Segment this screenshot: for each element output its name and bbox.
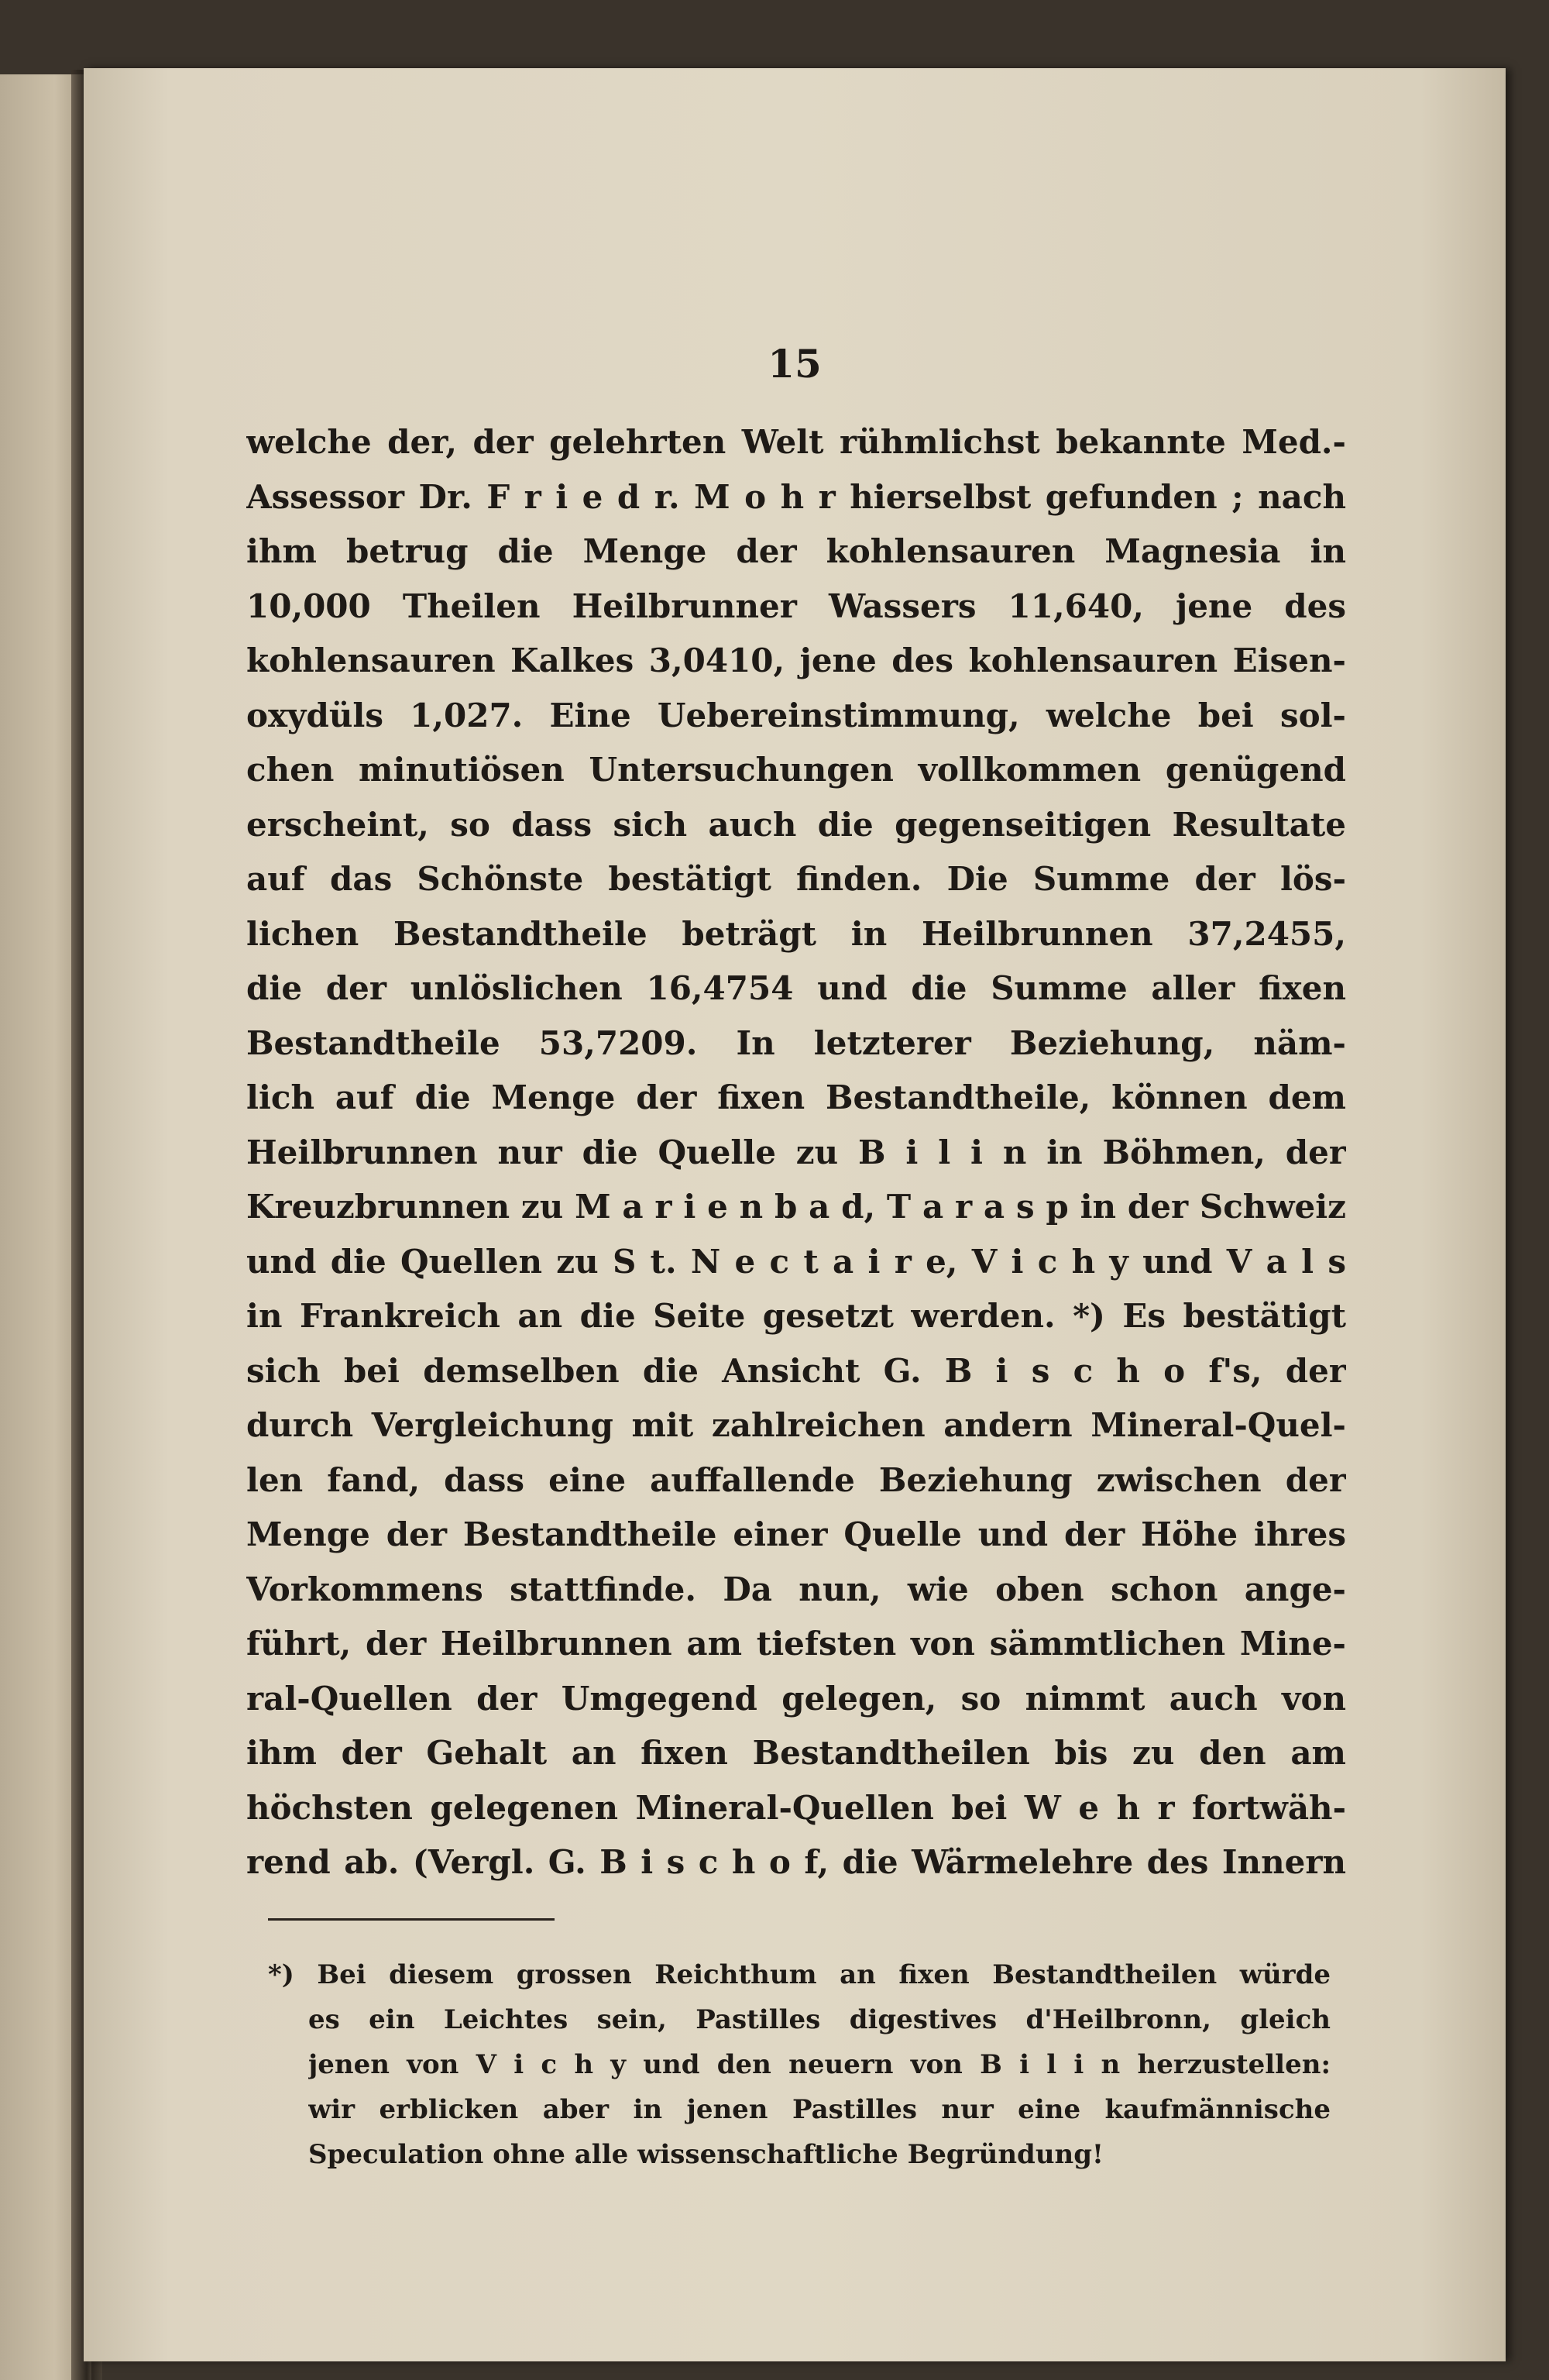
text-line: sich bei demselben die Ansicht G. B i s c h o f's, der [246,1351,1346,1390]
text-line: 10,000 Theilen Heilbrunner Wassers 11,640, jene des [246,586,1346,625]
footnote-line: Speculation ohne alle wissenschaftliche Begründung! [308,2139,1104,2170]
text-line: rend ab. (Vergl. G. B i s c h o f, die Wärmelehre des Innern [246,1843,1346,1881]
footnote-line: es ein Leichtes sein, Pastilles digestives d'Heilbronn, gleich [308,2004,1331,2035]
footnote-separator [268,1918,555,1921]
footnote-line: wir erblicken aber in jenen Pastilles nur eine kaufmännische [308,2094,1331,2125]
text-line: auf das Schönste bestätigt finden. Die Summe der lös- [246,860,1346,898]
text-line: lich auf die Menge der fixen Bestandtheile, können dem [246,1078,1346,1116]
text-line: Assessor Dr. F r i e d r. M o h r hierselbst gefunden ; nach [246,477,1346,516]
text-line: in Frankreich an die Seite gesetzt werden. *) Es bestätigt [246,1297,1346,1335]
text-line: oxydüls 1,027. Eine Uebereinstimmung, welche bei sol- [246,696,1346,734]
text-line: durch Vergleichung mit zahlreichen andern Mineral-Quel- [246,1406,1346,1444]
text-line: welche der, der gelehrten Welt rühmlichst bekannte Med.- [246,423,1346,461]
page-number: 15 [768,341,822,387]
text-line: len fand, dass eine auffallende Beziehung zwischen der [246,1460,1346,1499]
text-line: erscheint, so dass sich auch die gegenseitigen Resultate [246,805,1346,844]
text-line: chen minutiösen Untersuchungen vollkommen genügend [246,751,1346,789]
book-page [84,68,1506,2361]
footnote-line: jenen von V i c h y und den neuern von B i l i n herzustellen: [308,2049,1331,2080]
text-line: Heilbrunnen nur die Quelle zu B i l i n in Böhmen, der [246,1133,1346,1171]
text-line: und die Quellen zu S t. N e c t a i r e, V i c h y und V a l s [246,1242,1346,1281]
text-line: ral-Quellen der Umgegend gelegen, so nimmt auch von [246,1679,1346,1718]
text-line: führt, der Heilbrunnen am tiefsten von sämmtlichen Mine- [246,1625,1346,1663]
text-line: Bestandtheile 53,7209. In letzterer Beziehung, näm- [246,1023,1346,1062]
footnote-line: *) Bei diesem grossen Reichthum an fixen Bestandtheilen würde [268,1959,1331,1990]
text-line: ihm der Gehalt an fixen Bestandtheilen bis zu den am [246,1734,1346,1772]
text-line: die der unlöslichen 16,4754 und die Summe aller fixen [246,969,1346,1007]
body-text [246,415,1346,1890]
text-line: ihm betrug die Menge der kohlensauren Magnesia in [246,532,1346,570]
text-line: Kreuzbrunnen zu M a r i e n b a d, T a r a s p in der Schweiz [246,1188,1346,1226]
footnote [268,1952,1331,2177]
text-line: höchsten gelegenen Mineral-Quellen bei W e h r fortwäh- [246,1788,1346,1827]
text-line: lichen Bestandtheile beträgt in Heilbrunnen 37,2455, [246,914,1346,953]
text-line: Vorkommens stattfinde. Da nun, wie oben schon ange- [246,1570,1346,1608]
text-line: Menge der Bestandtheile einer Quelle und der Höhe ihres [246,1515,1346,1553]
text-line: kohlensauren Kalkes 3,0410, jene des kohlensauren Eisen- [246,641,1346,679]
